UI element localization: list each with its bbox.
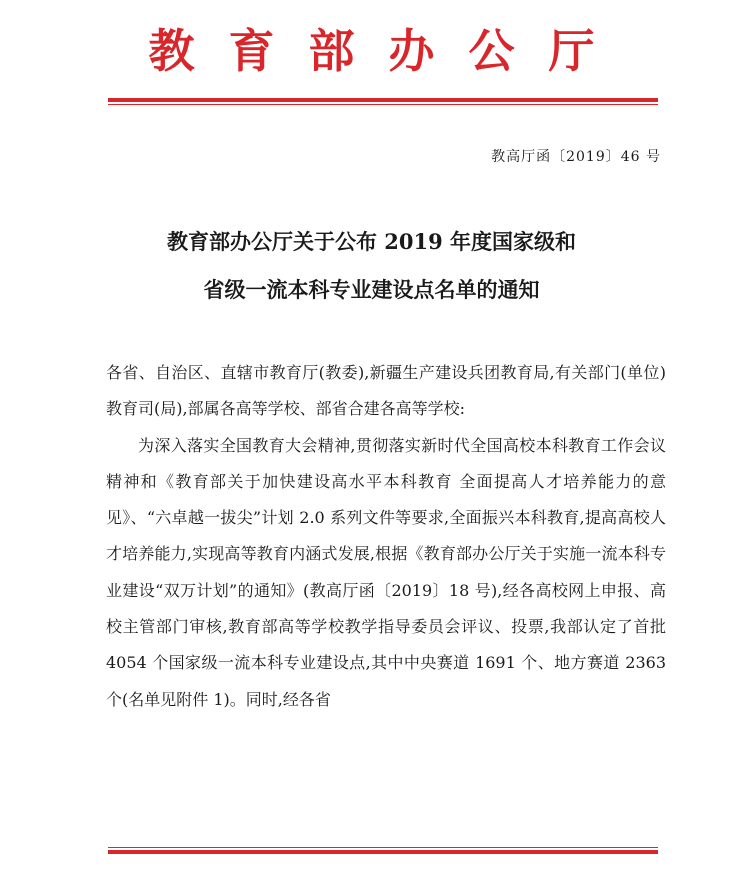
letterhead-title: 教育部办公厅 [148, 24, 629, 78]
red-separator-bottom [108, 847, 658, 854]
notice-body [106, 355, 666, 718]
body-paragraph-1: 为深入落实全国教育大会精神,贯彻落实新时代全国高校本科教育工作会议精神和《教育部关于加快建设高水平本科教育 全面提高人才培养能力的意见》、“六卓越一拔尖”计划 2.0 系列文件等要求,全面振兴本科教育,提高高校人才培养能力,实现高等教育内涵式发展,根据《教育部办公厅关于实施一流本科专业建设“双万计划”的通知》(教高厅函〔2019〕18 号),经各高校网上申报、高校主管部门审核,教育部高等学校教学指导委员会评议、投票,我部认定了首批 4054 个国家级一流本科专业建设点,其中中央赛道 1691 个、地方赛道 2363 个(名单见附件 1)。同时,经各省 [106, 435, 666, 709]
title-line-1: 教育部办公厅关于公布 2019 年度国家级和 [166, 229, 577, 254]
title-line-2: 省级一流本科专业建设点名单的通知 [203, 277, 540, 302]
recipients-paragraph: 各省、自治区、直辖市教育厅(教委),新疆生产建设兵团教育局,有关部门(单位)教育司(局),部属各高等学校、部省合建各高等学校: [106, 363, 666, 419]
document-number: 教高厅函〔2019〕46 号 [491, 149, 661, 165]
notice-title [0, 218, 743, 314]
red-separator-top [108, 98, 658, 105]
